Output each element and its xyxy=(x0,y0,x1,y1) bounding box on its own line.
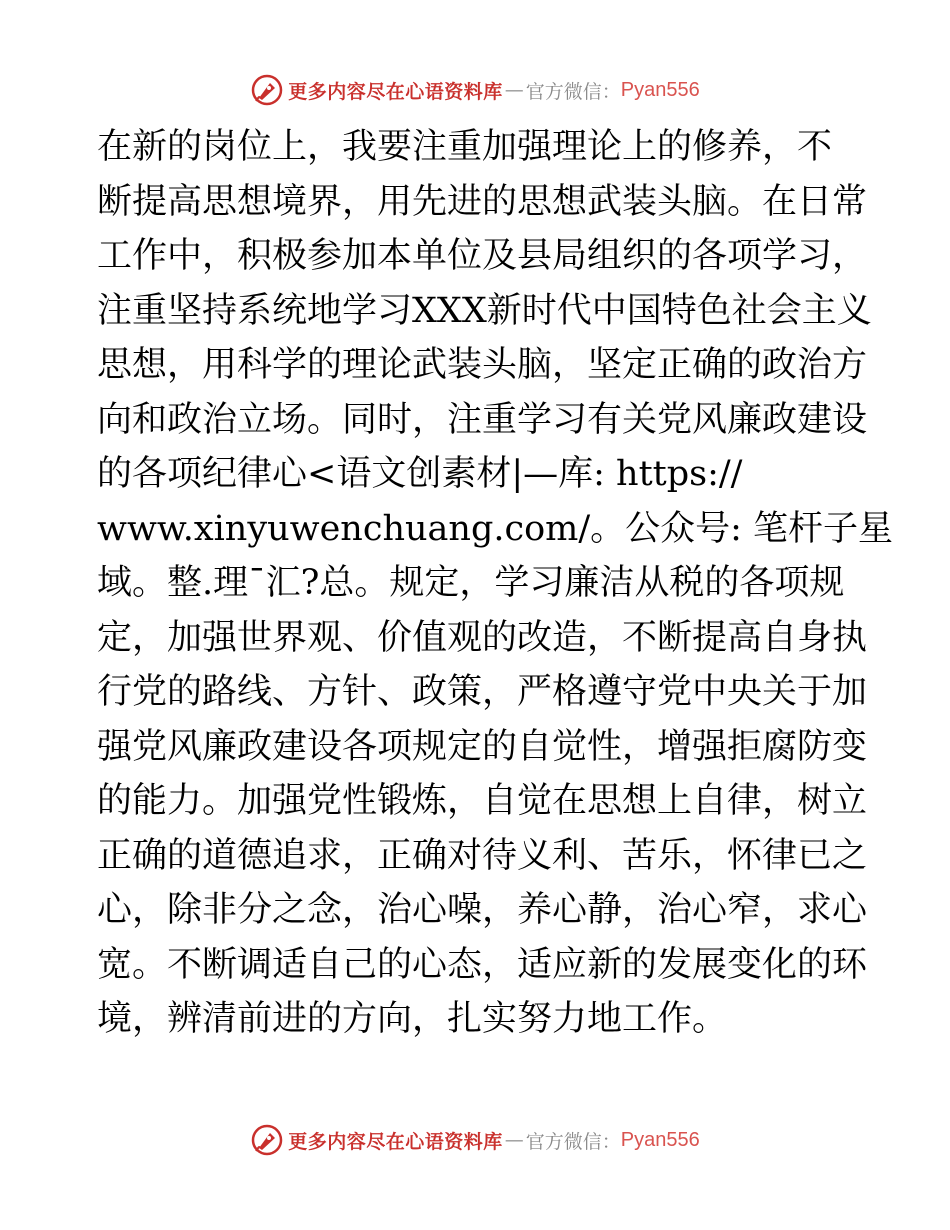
body-line: 在新的岗位上，我要注重加强理论上的修养，不 xyxy=(97,127,833,167)
body-line: 的各项纪律心<语文创素材|—库: https:// xyxy=(97,454,743,494)
document-body xyxy=(97,120,894,1047)
body-line: 行党的路线、方针、政策，严格遵守党中央关于加 xyxy=(97,672,868,712)
body-line: 强党风廉政建设各项规定的自觉性，增强拒腐防变 xyxy=(97,726,868,767)
body-line: 向和政治立场。同时，注重学习有关党风廉政建设 xyxy=(97,399,868,440)
header-banner xyxy=(0,70,950,110)
footer-wechat-label: 官方微信： xyxy=(525,1130,621,1153)
body-line: 境，辨清前进的方向，扎实努力地工作。 xyxy=(97,999,728,1039)
body-line: 工作中，积极参加本单位及县局组织的各项学习， xyxy=(97,236,868,276)
footer-dash: — xyxy=(504,1129,524,1151)
pen-nib-logo-icon xyxy=(250,73,284,107)
header-brand-text: 更多内容尽在心语资料库 xyxy=(288,80,503,103)
pen-nib-logo-icon xyxy=(250,1123,284,1157)
body-line: 域。整.理¯汇?总。规定，学习廉洁从税的各项规 xyxy=(97,563,845,603)
body-line: 正确的道德追求，正确对待义利、苦乐，怀律已之 xyxy=(97,835,868,876)
body-line: 定，加强世界观、价值观的改造，不断提高自身执 xyxy=(97,617,868,658)
header-dash: — xyxy=(504,79,524,101)
footer-banner xyxy=(0,1120,950,1160)
body-line: 注重坚持系统地学习XXX新时代中国特色社会主义 xyxy=(97,290,872,331)
header-wechat-label: 官方微信： xyxy=(525,80,621,103)
header-wechat-id: Pyan556 xyxy=(620,78,700,101)
body-line: 思想，用科学的理论武装头脑，坚定正确的政治方 xyxy=(97,345,868,385)
footer-brand-text: 更多内容尽在心语资料库 xyxy=(288,1130,503,1153)
body-line: 的能力。加强党性锻炼，自觉在思想上自律，树立 xyxy=(97,781,868,821)
footer-wechat-id: Pyan556 xyxy=(620,1128,700,1151)
body-line: 宽。不断调适自己的心态，适应新的发展变化的环 xyxy=(97,944,868,985)
body-line: www.xinyuwenchuang.com/。公众号: 笔杆子星 xyxy=(97,508,894,549)
body-line: 心，除非分之念，治心噪，养心静，治心窄，求心 xyxy=(97,890,868,930)
body-line: 断提高思想境界，用先进的思想武装头脑。在日常 xyxy=(97,181,868,222)
